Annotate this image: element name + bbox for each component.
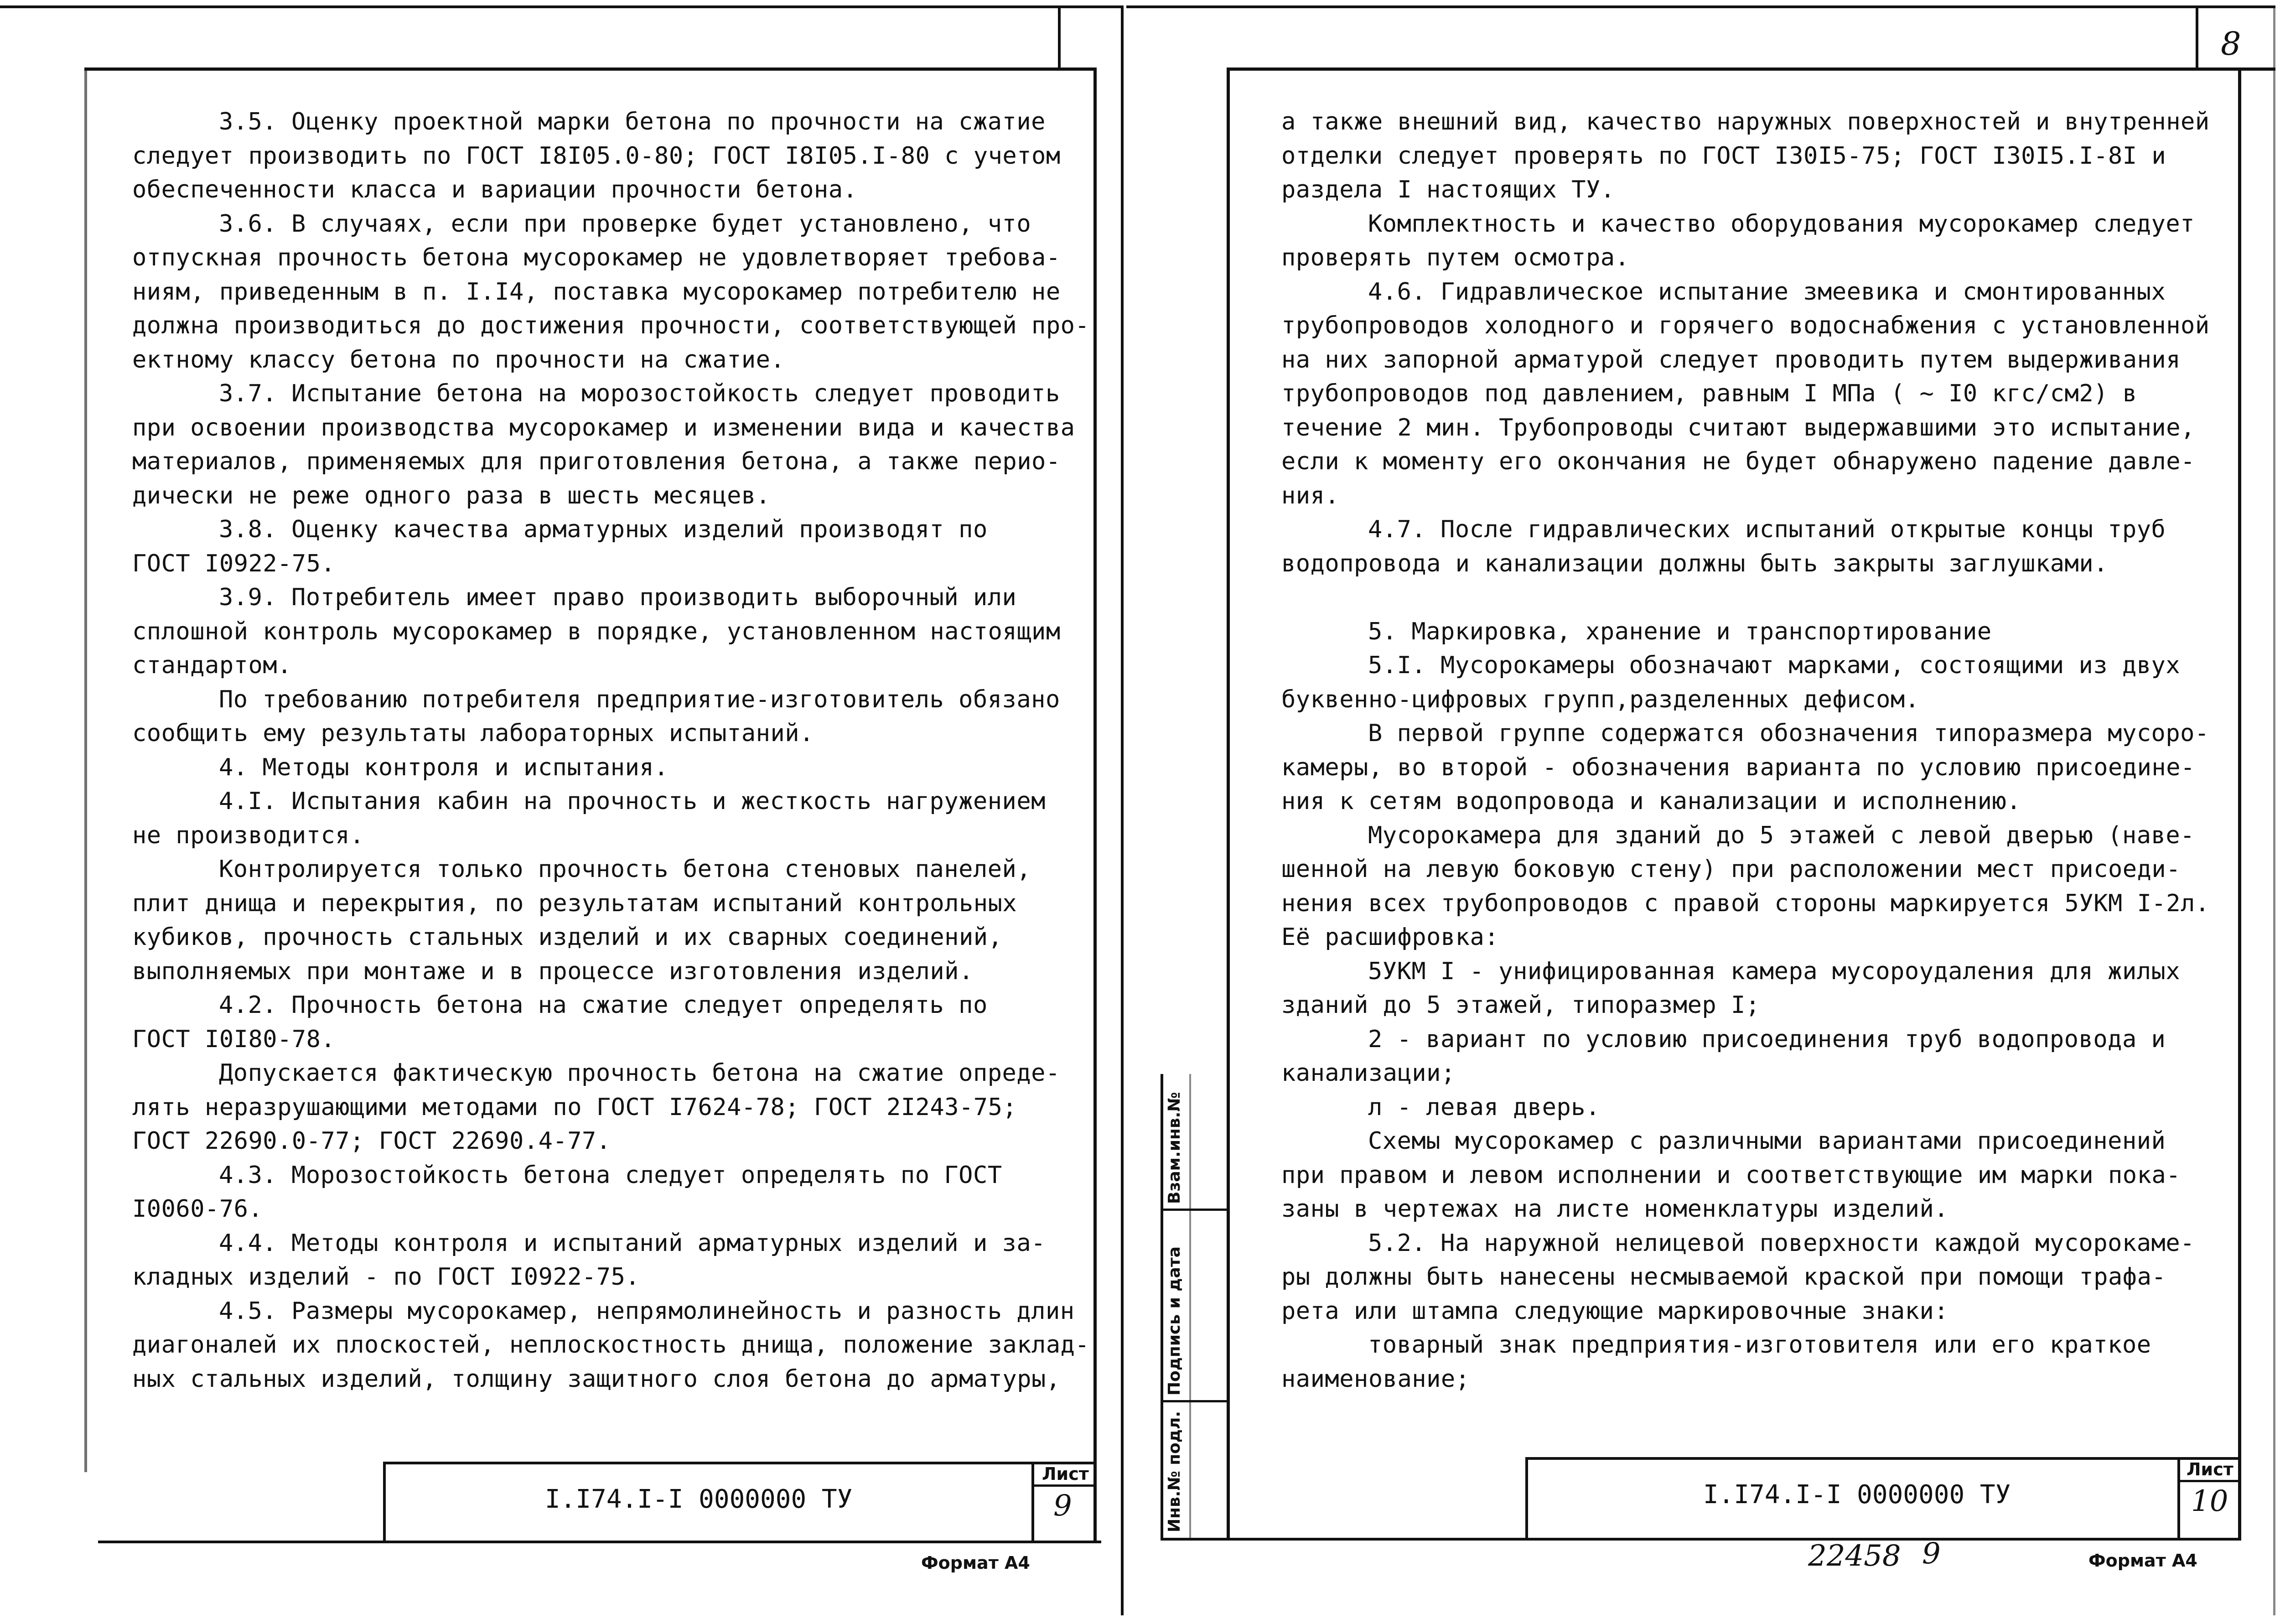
left-frame-top — [84, 67, 1097, 71]
right-top-border — [1126, 5, 2275, 8]
text-line: трубопроводов холодного и горячего водоснабжения с установленной — [1281, 312, 2210, 339]
text-line: нения всех трубопроводов с правой стороны маркируется 5УКМ I-2л. — [1281, 889, 2210, 917]
text-line: должна производиться до достижения прочности, соответствующей про- — [132, 312, 1090, 339]
text-line: буквенно-цифровых групп,разделенных дефисом. — [1281, 685, 1920, 713]
left-stamp-code: I.I74.I-I 0000000 ТУ — [545, 1484, 853, 1514]
text-line: л - левая дверь. — [1368, 1093, 1600, 1121]
text-line: ния. — [1281, 482, 1340, 509]
text-line: шенной на левую боковую стену) при расположении мест присоеди- — [1281, 856, 2181, 883]
left-top-divider — [1058, 5, 1061, 69]
side-strip-cut-1 — [1161, 1209, 1229, 1211]
side-label-podpis: Подпись и дата — [1165, 1246, 1184, 1396]
corner-box-left — [2196, 5, 2198, 69]
text-line: 4.I. Испытания кабин на прочность и жесткость нагружением — [219, 788, 1046, 815]
text-line: раздела I настоящих ТУ. — [1281, 176, 1615, 203]
text-line: не производится. — [132, 821, 364, 849]
text-line: Схемы мусорокамер с различными вариантами присоединений — [1368, 1127, 2166, 1155]
text-line — [1281, 581, 2210, 615]
left-frame-right — [1093, 67, 1097, 1541]
right-sheet-label-line — [2177, 1480, 2241, 1482]
right-outer-edge — [2273, 5, 2275, 1615]
text-line: наименование; — [1281, 1365, 1470, 1393]
right-stamp-code: I.I74.I-I 0000000 ТУ — [1703, 1480, 2011, 1510]
text-line: водопровода и канализации должны быть закрыты заглушками. — [1281, 550, 2108, 577]
text-line: сообщить ему результаты лабораторных испытаний. — [132, 720, 814, 747]
right-frame-left — [1227, 67, 1230, 1541]
text-line: камеры, во второй - обозначения варианта по условию присоедине- — [1281, 753, 2195, 781]
text-line: 3.9. Потребитель имеет право производить выборочный или — [219, 584, 1017, 611]
left-bottom-line — [98, 1541, 1101, 1543]
text-line: 3.7. Испытание бетона на морозостойкость следует проводить — [219, 380, 1060, 407]
side-strip-left — [1161, 1074, 1163, 1539]
text-line: обеспеченности класса и вариации прочности бетона. — [132, 176, 858, 203]
right-sheet-label: Лист — [2187, 1459, 2233, 1479]
left-stamp-divider — [1031, 1462, 1034, 1541]
text-line: Мусорокамера для зданий до 5 этажей с левой дверью (наве- — [1368, 821, 2195, 849]
text-line: 4. Методы контроля и испытания. — [219, 753, 669, 781]
left-stamp-left — [383, 1462, 386, 1541]
side-strip-cut-2 — [1161, 1400, 1229, 1402]
text-line: при освоении производства мусорокамер и изменении вида и качества — [132, 414, 1075, 441]
text-line: Комплектность и качество оборудования мусорокамер следует — [1368, 210, 2195, 238]
text-line: сплошной контроль мусорокамер в порядке, установленном настоящим — [132, 617, 1061, 645]
text-line: ры должны быть нанесены несмываемой краской при помощи трафа- — [1281, 1263, 2166, 1291]
text-line: кладных изделий - по ГОСТ I0922-75. — [132, 1263, 640, 1291]
right-page-body — [1281, 105, 2210, 1396]
text-line: По требованию потребителя предприятие-изготовитель обязано — [219, 685, 1060, 713]
side-strip-mid — [1189, 1074, 1191, 1539]
text-line: Допускается фактическую прочность бетона на сжатие опреде- — [219, 1059, 1060, 1087]
text-line: плит днища и перекрытия, по результатам испытаний контрольных — [132, 889, 1017, 917]
side-label-vzam: Взам.инв.№ — [1165, 1092, 1184, 1204]
text-line: кубиков, прочность стальных изделий и их сварных соединений, — [132, 924, 1003, 951]
text-line: 4.7. После гидравлических испытаний открытые концы труб — [1368, 516, 2166, 543]
left-page-body — [132, 105, 1089, 1396]
right-stamp-top — [1525, 1457, 2241, 1460]
text-line: 5.I. Мусорокамеры обозначают марками, состоящими из двух — [1368, 652, 2181, 679]
left-format-label: Формат А4 — [921, 1553, 1030, 1573]
right-stamp-divider — [2177, 1457, 2180, 1539]
text-line: стандартом. — [132, 652, 292, 679]
text-line: ниям, приведенным в п. I.I4, поставка мусорокамер потребителю не — [132, 278, 1061, 306]
left-sheet-label: Лист — [1042, 1464, 1089, 1484]
text-line: 3.8. Оценку качества арматурных изделий производят по — [219, 516, 988, 543]
right-stamp-left — [1525, 1457, 1528, 1539]
text-line: ектному классу бетона по прочности на сжатие. — [132, 346, 785, 374]
right-sheet-number: 10 — [2191, 1484, 2228, 1518]
text-line: проверять путем осмотра. — [1281, 244, 1630, 271]
left-top-border — [0, 5, 1122, 8]
text-line: дически не реже одного раза в шесть месяцев. — [132, 482, 771, 509]
inventory-number: 22458 — [1808, 1539, 1901, 1573]
text-line: ГОСТ I0922-75. — [132, 550, 336, 577]
text-line: течение 2 мин. Трубопроводы считают выдержавшими это испытание, — [1281, 414, 2195, 441]
left-sheet-label-line — [1031, 1484, 1097, 1487]
left-sheet-number: 9 — [1053, 1489, 1072, 1523]
text-line: отделки следует проверять по ГОСТ I30I5-75; ГОСТ I30I5.I-8I и — [1281, 142, 2166, 170]
right-frame-right — [2238, 67, 2241, 1541]
text-line: Контролируется только прочность бетона стеновых панелей, — [219, 856, 1031, 883]
text-line: отпускная прочность бетона мусорокамер не удовлетворяет требова- — [132, 244, 1061, 271]
text-line: Её расшифровка: — [1281, 924, 1499, 951]
text-line: I0060-76. — [132, 1195, 263, 1223]
text-line: ГОСТ I0I80-78. — [132, 1025, 336, 1053]
text-line: трубопроводов под давлением, равным I МПа ( ~ I0 кгс/см2) в — [1281, 380, 2137, 407]
text-line: зданий до 5 этажей, типоразмер I; — [1281, 991, 1760, 1019]
text-line: 4.6. Гидравлическое испытание змеевика и смонтированных — [1368, 278, 2166, 306]
text-line: 4.2. Прочность бетона на сжатие следует определять по — [219, 991, 988, 1019]
center-spine — [1121, 5, 1124, 1615]
left-stamp-top — [383, 1462, 1097, 1464]
text-line: 4.5. Размеры мусорокамер, непрямолинейность и разность длин — [219, 1297, 1075, 1325]
text-line: материалов, применяемых для приготовления бетона, а также перио- — [132, 448, 1061, 475]
text-line: 4.4. Методы контроля и испытаний арматурных изделий и за- — [219, 1229, 1046, 1257]
text-line: лять неразрушающими методами по ГОСТ I7624-78; ГОСТ 2I243-75; — [132, 1093, 1017, 1121]
text-line: рета или штампа следующие маркировочные знаки: — [1281, 1297, 1949, 1325]
text-line: ния к сетям водопровода и канализации и исполнению. — [1281, 788, 2021, 815]
text-line: следует производить по ГОСТ I8I05.0-80; ГОСТ I8I05.I-80 с учетом — [132, 142, 1061, 170]
inventory-sheet: 9 — [1922, 1537, 1941, 1571]
right-format-label: Формат А4 — [2088, 1551, 2197, 1571]
text-line: диагоналей их плоскостей, неплоскостность днища, положение заклад- — [132, 1331, 1090, 1359]
text-line: на них запорной арматурой следует проводить путем выдерживания — [1281, 346, 2181, 374]
text-line: 5.2. На наружной нелицевой поверхности каждой мусорокаме- — [1368, 1229, 2195, 1257]
text-line: 5УКМ I - унифицированная камера мусороудаления для жилых — [1368, 957, 2181, 985]
text-line: товарный знак предприятия-изготовителя или его краткое — [1368, 1331, 2151, 1359]
text-line: 2 - вариант по условию присоединения труб водопровода и — [1368, 1025, 2166, 1053]
text-line: В первой группе содержатся обозначения типоразмера мусоро- — [1368, 720, 2209, 747]
text-line: выполняемых при монтаже и в процессе изготовления изделий. — [132, 957, 974, 985]
text-line: заны в чертежах на листе номенклатуры изделий. — [1281, 1195, 1949, 1223]
text-line: ных стальных изделий, толщину защитного слоя бетона до арматуры, — [132, 1365, 1061, 1393]
text-line: при правом и левом исполнении и соответствующие им марки пока- — [1281, 1161, 2181, 1189]
text-line: а также внешний вид, качество наружных поверхностей и внутренней — [1281, 108, 2210, 135]
text-line: 4.3. Морозостойкость бетона следует определять по ГОСТ — [219, 1161, 1002, 1189]
text-line: канализации; — [1281, 1059, 1456, 1087]
right-frame-top — [1227, 67, 2275, 71]
text-line: 3.5. Оценку проектной марки бетона по прочности на сжатие — [219, 108, 1046, 135]
text-line: 3.6. В случаях, если при проверке будет установлено, что — [219, 210, 1031, 238]
text-line: если к моменту его окончания не будет обнаружено падение давле- — [1281, 448, 2195, 475]
left-frame-left — [84, 67, 87, 1472]
side-label-inv-podl: Инв.№ подл. — [1165, 1411, 1184, 1532]
text-line: 5. Маркировка, хранение и транспортирование — [1368, 617, 1992, 645]
right-bottom-line — [1161, 1538, 2241, 1541]
text-line: ГОСТ 22690.0-77; ГОСТ 22690.4-77. — [132, 1127, 611, 1155]
corner-page-number: 8 — [2221, 25, 2241, 62]
